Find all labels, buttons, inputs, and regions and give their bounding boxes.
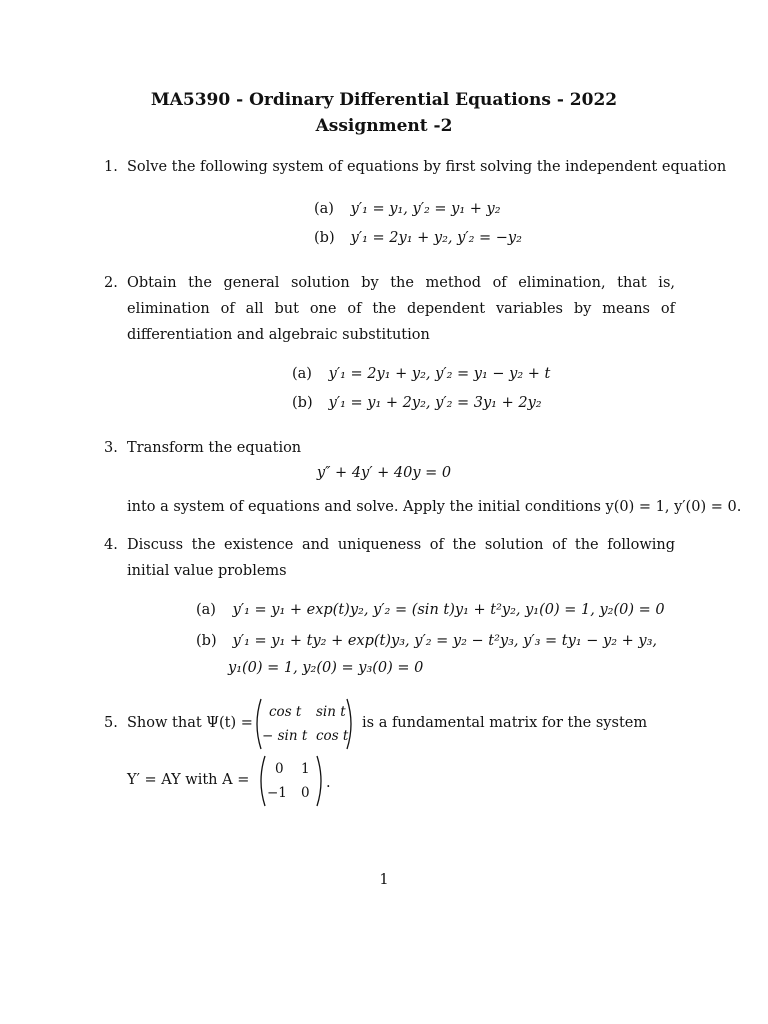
q1-text: Solve the following system of equations by first solving the independent equation	[127, 159, 727, 175]
page-number: 1	[379, 872, 389, 888]
q5-number: 5.	[104, 715, 118, 731]
q4-text: Discuss the existence and uniqueness of the solution of the following initial value problems	[127, 537, 675, 579]
q4-b-label: (b)	[196, 633, 217, 649]
q3-text: Transform the equation	[127, 440, 302, 456]
a-cell-21: −1	[267, 785, 287, 801]
q1-a	[314, 199, 501, 219]
q4-b-equation-line2: y₁(0) = 1, y₂(0) = y₃(0) = 0	[228, 660, 424, 676]
q1-a-label: (a)	[314, 201, 334, 217]
psi-cell-12: sin t	[316, 704, 346, 720]
q2-a-equation: y′₁ = 2y₁ + y₂, y′₂ = y₁ − y₂ + t	[328, 366, 551, 382]
psi-cell-22: cos t	[316, 728, 349, 744]
document-subtitle: Assignment -2	[315, 116, 453, 136]
a-matrix	[256, 754, 326, 808]
q3-number: 3.	[104, 440, 118, 456]
psi-matrix	[252, 697, 356, 751]
a-cell-11: 0	[275, 761, 284, 777]
q5-prefix: Show that Ψ(t) =	[127, 715, 253, 731]
q4-b	[196, 631, 657, 651]
q2-a-label: (a)	[292, 366, 312, 382]
q5-end: .	[326, 775, 331, 791]
q1-b-label: (b)	[314, 230, 335, 246]
q4-a-equation: y′₁ = y₁ + exp(t)y₂, y′₂ = (sin t)y₁ + t²y₂, y₁(0) = 1, y₂(0) = 0	[232, 602, 665, 618]
q2-b-equation: y′₁ = y₁ + 2y₂, y′₂ = 3y₁ + 2y₂	[328, 395, 542, 411]
q1-number: 1.	[104, 159, 118, 175]
q3-equation: y″ + 4y′ + 40y = 0	[316, 465, 452, 481]
q1-b	[314, 228, 522, 248]
q2-b	[292, 393, 542, 413]
a-cell-12: 1	[301, 761, 310, 777]
document-title: MA5390 - Ordinary Differential Equations - 2022	[150, 90, 618, 110]
q2-text: Obtain the general solution by the method of elimination, that is, elimination of all but one of the dependent variables by means of differentiation and algebraic substitution	[127, 275, 675, 343]
q1-a-equation: y′₁ = y₁, y′₂ = y₁ + y₂	[350, 201, 501, 217]
q2-a	[292, 364, 550, 384]
a-cell-22: 0	[301, 785, 310, 801]
q2-number: 2.	[104, 275, 118, 291]
q4-a	[196, 600, 665, 620]
psi-cell-11: cos t	[269, 704, 302, 720]
q5-prefix2: Y′ = AY with A =	[127, 772, 250, 788]
q1-b-equation: y′₁ = 2y₁ + y₂, y′₂ = −y₂	[350, 230, 522, 246]
q2-b-label: (b)	[292, 395, 313, 411]
q4-number: 4.	[104, 537, 118, 553]
psi-cell-21: − sin t	[262, 728, 308, 744]
q4-a-label: (a)	[196, 602, 216, 618]
q4-b-equation: y′₁ = y₁ + ty₂ + exp(t)y₃, y′₂ = y₂ − t²y₃, y′₃ = ty₁ − y₂ + y₃,	[232, 633, 657, 649]
q5-suffix: is a fundamental matrix for the system	[362, 715, 648, 731]
q3-text2: into a system of equations and solve. Apply the initial conditions y(0) = 1, y′(0) = 0.	[127, 499, 742, 515]
